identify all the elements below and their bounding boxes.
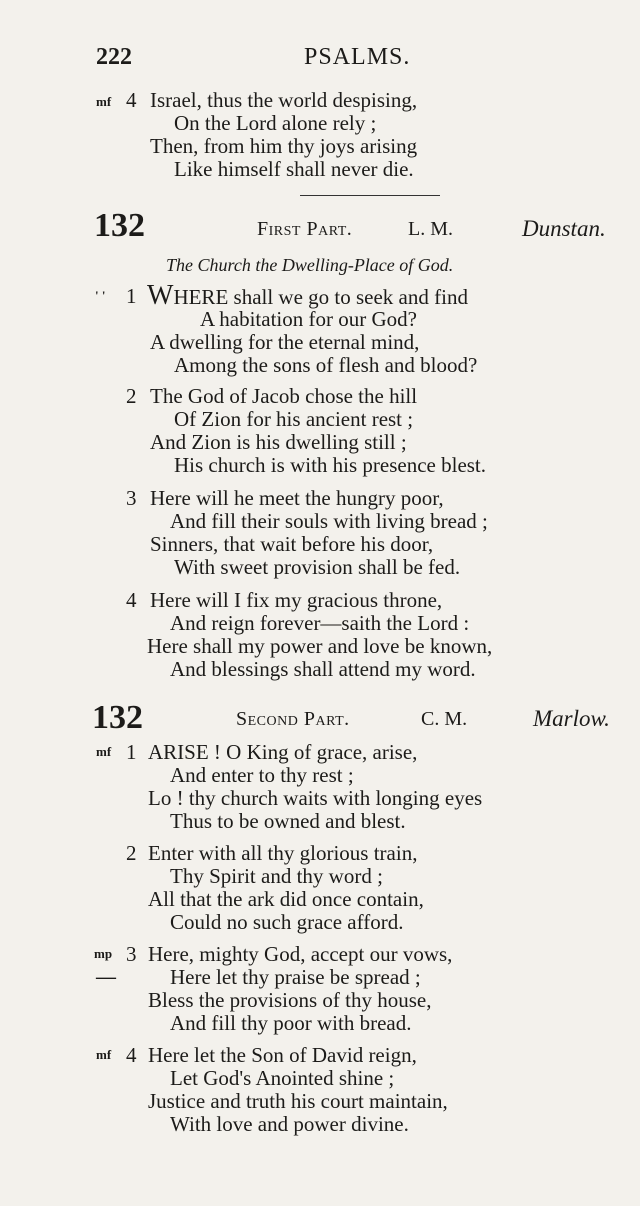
verse-line: Of Zion for his ancient rest ; <box>174 407 414 431</box>
verse-line: Thy Spirit and thy word ; <box>170 864 383 888</box>
verse-line: And Zion is his dwelling still ; <box>150 430 407 454</box>
verse-line: His church is with his presence blest. <box>174 453 487 477</box>
verse-line: Here will he meet the hungry poor, <box>150 486 444 510</box>
verse-line: ARISE ! O King of grace, arise, <box>148 740 418 764</box>
verse-line: Bless the provisions of thy house, <box>148 988 432 1012</box>
meter-label: C. M. <box>421 708 468 730</box>
verse-line: Here let thy praise be spread ; <box>170 965 421 989</box>
dynamic-mark: ' ' <box>95 288 106 303</box>
verse-line: WHERE shall we go to seek and find <box>147 280 468 311</box>
tune-name: Dunstan. <box>522 216 606 241</box>
verse-line: Lo ! thy church waits with longing eyes <box>148 786 483 810</box>
dynamic-mark: — <box>96 966 116 988</box>
part-label: First Part. <box>257 218 353 240</box>
verse-line: A habitation for our God? <box>200 307 417 331</box>
verse-number: 3 <box>126 942 137 966</box>
part-label: Second Part. <box>236 708 350 730</box>
verse-line: And enter to thy rest ; <box>170 763 354 787</box>
verse-number: 2 <box>126 384 137 408</box>
page-number: 222 <box>96 44 132 70</box>
verse-line: With sweet provision shall be fed. <box>174 555 461 579</box>
verse-line: Israel, thus the world despising, <box>150 88 418 112</box>
running-title: PSALMS. <box>304 44 411 70</box>
psalm-number: 132 <box>92 699 143 736</box>
dynamic-mark: mp <box>94 946 113 961</box>
verse-line: A dwelling for the eternal mind, <box>150 330 420 354</box>
verse-line: Sinners, that wait before his door, <box>150 532 434 556</box>
verse-line: With love and power divine. <box>170 1112 409 1136</box>
verse-line: And fill thy poor with bread. <box>170 1011 412 1035</box>
verse-number: 1 <box>126 740 137 764</box>
verse-number: 1 <box>126 284 137 308</box>
section-divider <box>300 195 440 196</box>
verse-line: Then, from him thy joys arising <box>150 134 418 158</box>
verse-line: Here will I fix my gracious throne, <box>150 588 443 612</box>
verse-line: Here shall my power and love be known, <box>147 634 493 658</box>
verse-line: Justice and truth his court maintain, <box>148 1089 448 1113</box>
verse-line: All that the ark did once contain, <box>148 887 424 911</box>
psalm-number: 132 <box>94 207 145 244</box>
verse-line: Enter with all thy glorious train, <box>148 841 418 865</box>
verse-line: On the Lord alone rely ; <box>174 111 377 135</box>
verse-line: Like himself shall never die. <box>174 157 414 181</box>
dynamic-mark: mf <box>96 744 112 759</box>
verse-number: 4 <box>126 588 137 612</box>
verse-line: And fill their souls with living bread ; <box>170 509 488 533</box>
verse-number: 4 <box>126 1043 137 1067</box>
verse-number: 4 <box>126 88 137 112</box>
drop-cap: W <box>147 280 174 311</box>
verse-line: The God of Jacob chose the hill <box>150 384 418 408</box>
meter-label: L. M. <box>408 218 453 240</box>
verse-line: Thus to be owned and blest. <box>170 809 406 833</box>
page-header <box>96 44 636 74</box>
verse-line: Could no such grace afford. <box>170 910 404 934</box>
verse-line: And blessings shall attend my word. <box>170 657 476 681</box>
verse-line: Let God's Anointed shine ; <box>170 1066 395 1090</box>
verse-line: Among the sons of flesh and blood? <box>174 353 478 377</box>
verse-number: 3 <box>126 486 137 510</box>
verse-line: And reign forever—saith the Lord : <box>170 611 470 635</box>
verse-line: Here, mighty God, accept our vows, <box>148 942 453 966</box>
dynamic-mark: mf <box>96 94 112 109</box>
dynamic-mark: mf <box>96 1047 112 1062</box>
verse-line: Here let the Son of David reign, <box>148 1043 417 1067</box>
tune-name: Marlow. <box>533 706 610 731</box>
verse-number: 2 <box>126 841 137 865</box>
psalm-subtitle: The Church the Dwelling-Place of God. <box>166 255 454 275</box>
